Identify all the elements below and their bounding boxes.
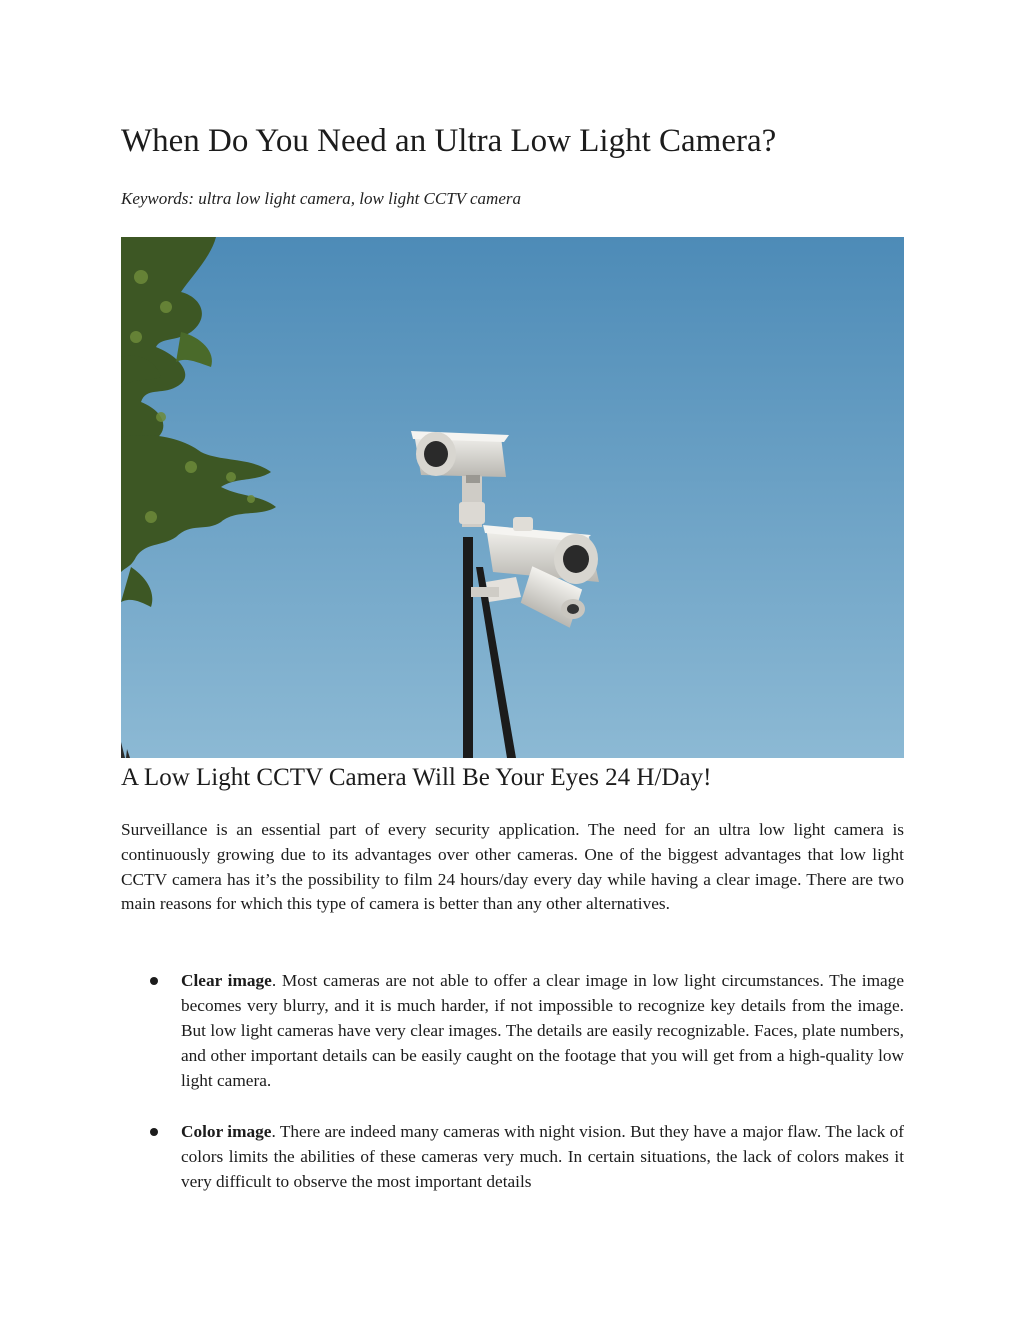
document-title: When Do You Need an Ultra Low Light Camera? — [121, 123, 777, 159]
bullet-icon — [150, 977, 158, 985]
list-item — [121, 1119, 904, 1194]
advantages-list — [121, 968, 904, 1220]
keywords-line: Keywords: ultra low light camera, low light CCTV camera — [121, 189, 521, 208]
bullet-icon — [150, 1128, 158, 1136]
section-heading: A Low Light CCTV Camera Will Be Your Eyes 24 H/Day! — [121, 764, 712, 791]
bullet-term: Color image — [181, 1122, 272, 1141]
list-item — [121, 968, 904, 1093]
bullet-text: . There are indeed many cameras with night vision. But they have a major flaw. The lack of colors limits the abilities of these cameras very much. In certain situations, the lack of colors makes it very difficult to observe the most important details — [181, 1122, 904, 1191]
intro-paragraph: Surveillance is an essential part of every security application. The need for an ultra low light camera is continuously growing due to its advantages over other cameras. One of the biggest advantages that low light CCTV camera has it’s the possibility to film 24 hours/day every day while having a clear image. There are two main reasons for which this type of camera is better than any other alternatives. — [121, 820, 904, 914]
bullet-text: . Most cameras are not able to offer a clear image in low light circumstances. The image becomes very blurry, and it is much harder, if not impossible to recognize key details from the image. But low light cameras have very clear images. The details are easily recognizable. Faces, plate numbers, and other important details can be easily caught on the footage that you will get from a high-quality low light camera. — [181, 971, 904, 1090]
cctv-camera-photo — [121, 237, 904, 758]
bullet-term: Clear image — [181, 971, 272, 990]
